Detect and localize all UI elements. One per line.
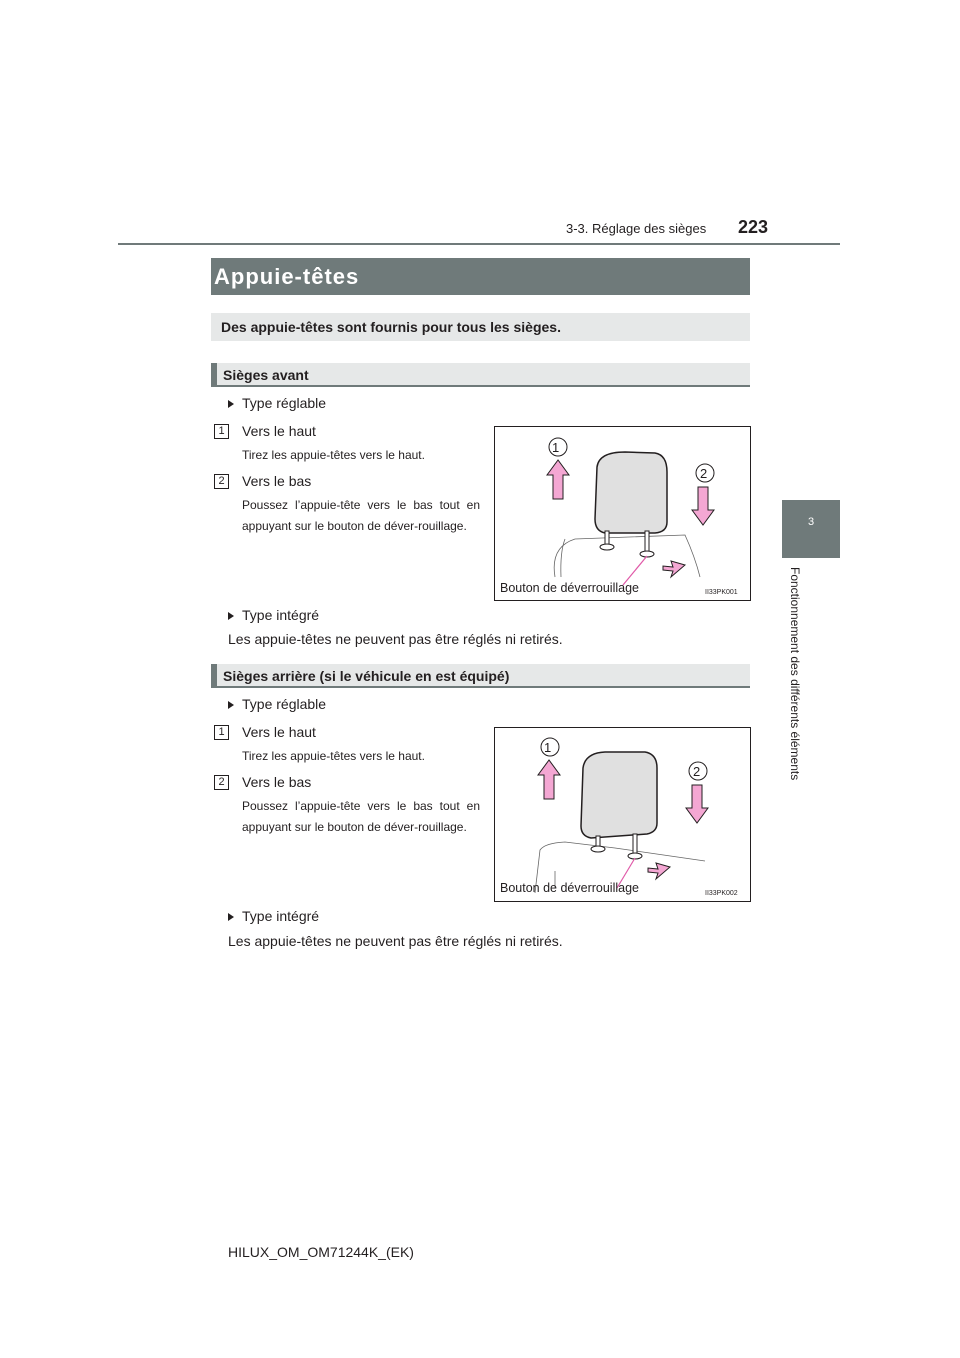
rear-adjustable-text: Type réglable <box>242 696 327 712</box>
rear-item2-desc: Poussez l’appuie-tête vers le bas tout en appuyant sur le bouton de déver-rouillage. <box>242 799 480 834</box>
front-headrest-figure <box>494 426 751 601</box>
header-rule <box>118 243 840 245</box>
rear-callout-1: 1 <box>544 740 552 755</box>
rear-integrated-text: Type intégré <box>242 908 320 924</box>
front-item1-desc: Tirez les appuie-têtes vers le haut. <box>242 448 425 462</box>
front-adjustable-text: Type réglable <box>242 395 327 411</box>
page-title-text: Appuie-têtes <box>214 264 360 289</box>
section-label: 3-3. Réglage des sièges <box>566 221 707 236</box>
bullet-triangle-icon <box>228 913 234 921</box>
rear-item2-number: 2 <box>214 775 229 790</box>
front-integrated-note: Les appuie-têtes ne peuvent pas être réglés ni retirés. <box>228 631 563 647</box>
front-figure-code: II33PK001 <box>705 589 738 596</box>
rear-integrated-note: Les appuie-têtes ne peuvent pas être réglés ni retirés. <box>228 933 563 949</box>
front-item1-number: 1 <box>214 424 229 439</box>
front-item2-title: Vers le bas <box>242 473 312 489</box>
front-headrest-illustration <box>495 427 750 600</box>
rear-headrest-figure <box>494 727 751 902</box>
front-callout-1: 1 <box>552 440 560 455</box>
front-figure-label: Bouton de déverrouillage <box>500 581 639 595</box>
rear-seats-heading-text: Sièges arrière (si le véhicule en est équipé) <box>223 668 510 684</box>
page-number: 223 <box>738 217 769 237</box>
chapter-number: 3 <box>807 516 815 528</box>
chapter-tab <box>782 500 840 558</box>
front-integrated-bullet <box>228 607 319 623</box>
front-item2-number: 2 <box>214 474 229 489</box>
chapter-title: Fonctionnement des différents éléments <box>788 567 802 781</box>
rear-item1-desc: Tirez les appuie-têtes vers le haut. <box>242 749 425 763</box>
bullet-triangle-icon <box>228 400 234 408</box>
bullet-triangle-icon <box>228 701 234 709</box>
intro-text: Des appuie-têtes sont fournis pour tous les sièges. <box>221 319 561 335</box>
rear-seats-heading <box>211 664 750 688</box>
rear-figure-code: II33PK002 <box>705 890 738 897</box>
rear-item2-title: Vers le bas <box>242 774 312 790</box>
rear-figure-label: Bouton de déverrouillage <box>500 881 639 895</box>
footer-doc-id: HILUX_OM_OM71244K_(EK) <box>228 1244 414 1260</box>
intro-box <box>211 313 750 341</box>
front-integrated-text: Type intégré <box>242 607 320 623</box>
rear-integrated-bullet <box>228 908 319 924</box>
front-item1-title: Vers le haut <box>242 423 316 439</box>
front-item2-desc: Poussez l’appuie-tête vers le bas tout en appuyant sur le bouton de déver-rouillage. <box>242 498 480 533</box>
rear-item1-number: 1 <box>214 725 229 740</box>
rear-callout-2: 2 <box>693 764 701 779</box>
page-title <box>211 258 750 295</box>
rear-item1-title: Vers le haut <box>242 724 316 740</box>
rear-headrest-illustration <box>495 728 750 901</box>
rear-adjustable-bullet <box>228 696 326 712</box>
bullet-triangle-icon <box>228 612 234 620</box>
front-seats-heading-text: Sièges avant <box>223 367 309 383</box>
front-callout-2: 2 <box>700 466 708 481</box>
front-seats-heading <box>211 363 750 387</box>
front-adjustable-bullet <box>228 395 326 411</box>
